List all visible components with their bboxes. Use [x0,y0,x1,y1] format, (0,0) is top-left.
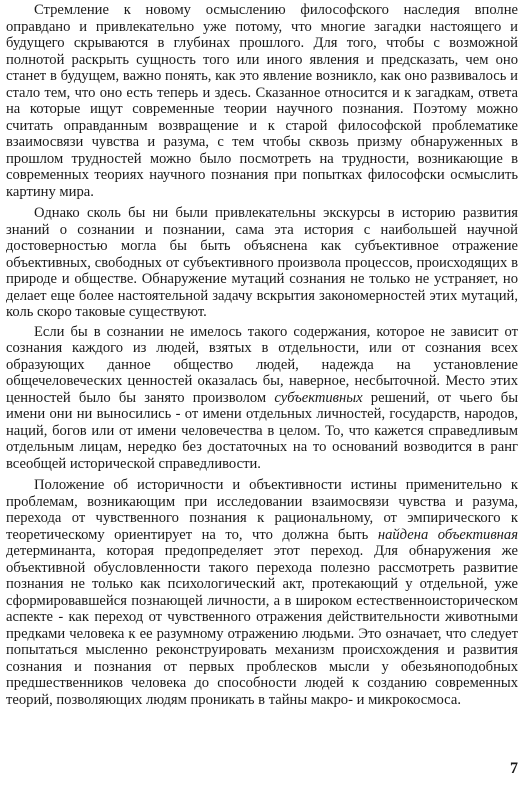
text-run: Положение об историчности и объективности истины применительно к проблемам, возникающим при исследовании взаимосвязи чувства и разума, перехода от чувственного познания к рациональному, от эмпирического к теоретическому ориентирует на то, что должна быть [6,477,518,543]
paragraph-4 [6,477,518,708]
text-run: Стремление к новому осмыслению философского наследия вполне оправдано и привлекательно уже потому, что многие загадки настоящего и будущего скрываются в глубинах прошлого. Для того, чтобы с возможной полнотой раскрыть сущность того или иного явления и предсказать, чем оно станет в будущем, важно понять, как это явление возникло, как оно развивалось и стало тем, что оно есть теперь и здесь. Сказанное относится и к загадкам, ответа на которые ищут современные теории научного познания. Поэтому можно считать оправданным возвращение и к старой философской проблематике взаимосвязи чувства и разума, с тем чтобы сквозь призму обнаруженных в прошлом трудностей можно было посмотреть на трудности, возникающие в современных теориях научного познания при попытках философски осмыслить картину мира. [6,2,518,200]
text-run: Однако сколь бы ни были привлекательны экскурсы в историю развития знаний о сознании и познании, сама эта история с наибольшей научной достоверностью могла бы быть объяснена как субъективное отражение объективных, свободных от субъективного произвола процессов, происходящих в природе и обществе. Обнаружение мутаций сознания не только не устраняет, но делает еще более настоятельной задачу вскрытия закономерностей этих мутаций, коль скоро таковые существуют. [6,205,518,320]
text-run: детерминанта, которая предопределяет этот переход. Для обнаружения же объективной обусловленности такого перехода полезно рассмотреть развитие познания не только как психологический акт, протекающий у отдельной, уже сформировавшейся познающей личности, а в широком естественноисторическом аспекте - как переход от чувственного отражения действительности животными предками человека к ее разумному отражению людьми. Это означает, что следует попытаться мысленно реконструировать механизм происхождения и развития сознания и познания от первых проблесков мысли у обезьяноподобных предшественников человека до способности людей к созданию современных теорий, позволяющих людям проникать в тайны макро- и микрокосмоса. [6,543,518,708]
paragraph-3 [6,324,518,473]
italic-phrase: найдена объективная [377,526,518,543]
paragraph-1 [6,2,518,200]
body-text [6,2,518,713]
page-number: 7 [510,760,518,777]
text-run: решений, от чьего бы имени они ни выносились - от имени отдельных личностей, государств, народов, наций, богов или от имени человечества в целом. То, что кажется справедливым отдельным лицам, нередко без достаточных на то оснований возводится в ранг всеобщей исторической справедливости. [6,389,518,472]
italic-phrase: субъективных [274,389,363,406]
text-run: Если бы в сознании не имелось такого содержания, которое не зависит от сознания каждого из людей, взятых в отдельности, или от сознания всех образующих данное общество людей, надежда на установление общечеловеческих ценностей оказалась бы, наверное, несбыточной. Место этих ценностей было бы занято произволом [6,323,518,406]
paragraph-2 [6,205,518,321]
